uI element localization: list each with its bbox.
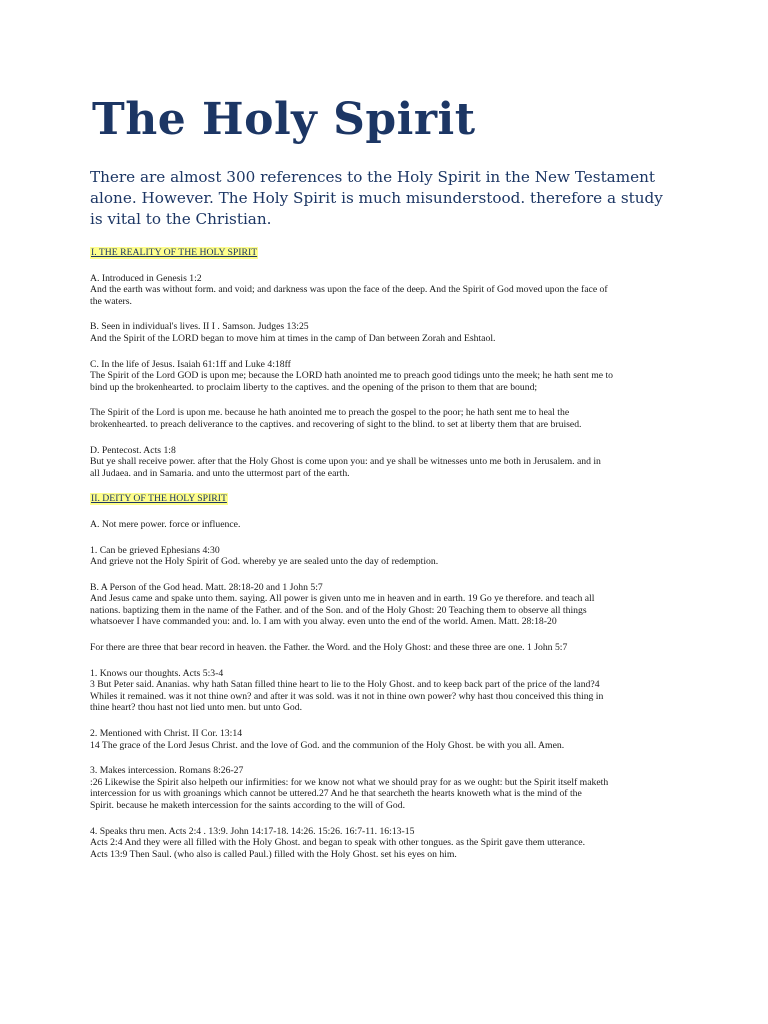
scripture-line: bind up the brokenhearted. to proclaim liberty to the captives. and the opening of the prison to them that are bound; — [90, 381, 538, 393]
scripture-line: all Judaea. and in Samaria. and unto the uttermost part of the earth. — [90, 467, 350, 479]
point-d — [90, 445, 690, 480]
scripture-line: The Spirit of the Lord is upon me. because he hath anointed me to preach the gospel to the poor; he hath sent me to heal the — [90, 407, 570, 419]
point-title: 2. Mentioned with Christ. II Cor. 13:14 — [90, 728, 243, 740]
section-heading-reality: I. THE REALITY OF THE HOLY SPIRIT — [91, 247, 258, 258]
scripture-line: the waters. — [90, 295, 132, 307]
scripture-line: 3 But Peter said. Ananias. why hath Satan filled thine heart to lie to the Holy Ghost. and to keep back part of the price of the land?4 — [90, 679, 600, 691]
scripture-line: Spirit. because he maketh intercession for the saints according to the will of God. — [90, 800, 406, 811]
point-title: D. Pentecost. Acts 1:8 — [90, 444, 176, 456]
intro-paragraph — [90, 167, 680, 230]
scripture-line: For there are three that bear record in heaven. the Father. the Word. and the Holy Ghost: and these three are one. 1 John 5:7 — [90, 642, 568, 654]
scripture-line: And grieve not the Holy Spirit of God. whereby ye are sealed unto the day of redemption. — [90, 556, 439, 568]
section-heading-deity: II. DEITY OF THE HOLY SPIRIT — [91, 493, 227, 505]
point-title: A. Not mere power. force or influence. — [90, 518, 241, 530]
point-title: B. Seen in individual's lives. II I . Samson. Judges 13:25 — [90, 321, 309, 333]
scripture-line: 14 The grace of the Lord Jesus Christ. and the love of God. and the communion of the Holy Ghost. be with you all. Amen. — [90, 739, 565, 751]
scripture-line: And Jesus came and spake unto them. saying. All power is given unto me in heaven and in earth. 19 Go ye therefore. and teach all — [90, 593, 595, 605]
point-b — [90, 321, 690, 344]
scripture-line: Acts 2:4 And they were all filled with the Holy Ghost. and began to speak with other tongues. as the Spirit gave them utterance. — [90, 837, 586, 849]
point-c-luke — [90, 407, 690, 430]
point-c — [90, 359, 690, 394]
point-grieved — [90, 545, 690, 568]
point-title: B. A Person of the God head. Matt. 28:18-20 and 1 John 5:7 — [90, 581, 323, 593]
point-knows-thoughts — [90, 668, 690, 714]
scripture-line: intercession for us with groanings which cannot be uttered.27 And he that searcheth the hearts knoweth what is the mind of the — [90, 788, 582, 800]
point-title: C. In the life of Jesus. Isaiah 61:1ff and Luke 4:18ff — [90, 358, 291, 370]
intro-line: alone. However. The Holy Spirit is much misunderstood. therefore a study — [90, 189, 663, 207]
point-title: 1. Can be grieved Ephesians 4:30 — [90, 544, 220, 556]
document-body — [90, 247, 690, 860]
scripture-line: And the Spirit of the LORD began to move him at times in the camp of Dan between Zorah and Eshtaol. — [90, 332, 496, 344]
scripture-line: Acts 13:9 Then Saul. (who also is called Paul.) filled with the Holy Ghost. set his eyes on him. — [90, 848, 457, 860]
scripture-line: thine heart? thou hast not lied unto men. but unto God. — [90, 702, 303, 714]
scripture-line: :26 Likewise the Spirit also helpeth our infirmities: for we know not what we should pray for as we ought: but the Spirit itself maketh — [90, 776, 609, 788]
page-title: The Holy Spirit — [92, 94, 476, 145]
point-not-power — [90, 519, 690, 531]
scripture-line: nations. baptizing them in the name of the Father. and of the Son. and of the Holy Ghost: 20 Teaching them to observe all things — [90, 604, 587, 616]
point-title: A. Introduced in Genesis 1:2 — [90, 272, 202, 284]
scripture-line: Whiles it remained. was it not thine own? and after it was sold. was it not in thine own power? why hast thou conceived this thing in — [90, 690, 604, 702]
point-mentioned-christ — [90, 728, 690, 751]
point-title: 4. Speaks thru men. Acts 2:4 . 13:9. John 14:17-18. 14:26. 15:26. 16:7-11. 16:13-15 — [90, 825, 415, 837]
scripture-line: The Spirit of the Lord GOD is upon me; because the LORD hath anointed me to preach good tidings unto the meek; he hath sent me to — [90, 370, 614, 382]
scripture-line: brokenhearted. to preach deliverance to the captives. and recovering of sight to the blind. to set at liberty them that are bruised. — [90, 418, 582, 430]
point-person-1john — [90, 642, 690, 654]
scripture-line: But ye shall receive power. after that the Holy Ghost is come upon you: and ye shall be witnesses unto me both in Jerusalem. and in — [90, 456, 601, 468]
point-a — [90, 273, 690, 308]
point-speaks — [90, 826, 690, 861]
point-title: 3. Makes intercession. Romans 8:26-27 — [90, 765, 244, 777]
scripture-line: whatsoever I have commanded you: and. lo. I am with you alway. even unto the end of the world. Amen. Matt. 28:18-20 — [90, 616, 557, 628]
point-person — [90, 582, 690, 628]
intro-line: There are almost 300 references to the Holy Spirit in the New Testament — [90, 168, 655, 186]
scripture-line: And the earth was without form. and void; and darkness was upon the face of the deep. And the Spirit of God moved upon the face of — [90, 284, 608, 296]
point-intercession — [90, 765, 690, 811]
intro-line: is vital to the Christian. — [90, 210, 272, 228]
point-title: 1. Knows our thoughts. Acts 5:3-4 — [90, 667, 224, 679]
